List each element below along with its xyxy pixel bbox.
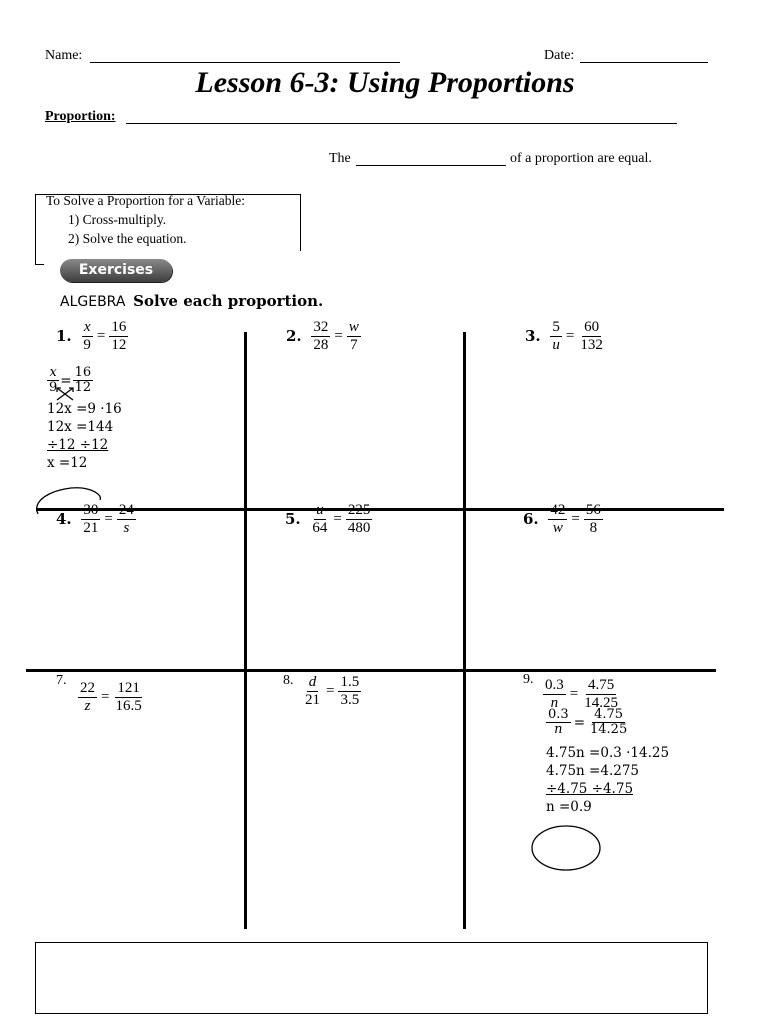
work1-line4: x =12 bbox=[47, 455, 88, 471]
work9-line3: ÷4.75 ÷4.75 bbox=[546, 781, 634, 797]
date-blank[interactable] bbox=[580, 62, 708, 63]
problem-1: 1. $\frac{x}{9}$ = $\frac{16}{12}$ bbox=[56, 319, 127, 353]
answer-circle-1 bbox=[30, 484, 106, 524]
proportion-label: Proportion: bbox=[45, 109, 116, 124]
proportion-blank[interactable] bbox=[126, 123, 677, 124]
step-1: 1) Cross-multiply. bbox=[68, 212, 167, 227]
problem-3: 3. $\frac{5}{u}$ = $\frac{60}{132}$ bbox=[525, 319, 603, 353]
steps-box-corner bbox=[35, 250, 44, 265]
problem-8: $\frac{d}{21}$ = $\frac{1.5}{3.5}$ bbox=[305, 674, 360, 708]
notes-box[interactable] bbox=[35, 942, 708, 1014]
instructions bbox=[60, 292, 323, 311]
grid-horizontal-2 bbox=[26, 669, 716, 672]
worked-example-9: $\frac{0.3}{n}$ = $\frac{4.75}{14.25}$ 4.75n =0.3 ·14.25 4.75n =4.275 ÷4.75 ÷4.75 n =0.9 bbox=[546, 707, 670, 815]
problem-6: 6. $\frac{42}{w}$ = $\frac{56}{8}$ bbox=[523, 502, 601, 536]
instructions-subject: ALGEBRA bbox=[60, 294, 126, 310]
exercises-badge: Exercises bbox=[60, 259, 172, 282]
grid-vertical-1 bbox=[244, 332, 247, 929]
grid-horizontal-1 bbox=[36, 508, 724, 511]
problem-9-number: 9. bbox=[523, 672, 534, 687]
page-title: Lesson 6-3: Using Proportions bbox=[195, 66, 575, 99]
problem-9: $\frac{0.3}{n}$ = $\frac{4.75}{14.25}$ bbox=[545, 677, 618, 711]
name-label: Name: bbox=[45, 48, 83, 63]
problem-5: 5. $\frac{u}{64}$ = $\frac{225}{480}$ bbox=[285, 502, 371, 536]
problem-4: 4. $\frac{30}{21}$ = $\frac{24}{s}$ bbox=[56, 502, 134, 536]
instructions-text: Solve each proportion. bbox=[133, 292, 324, 310]
sentence-end: of a proportion are equal. bbox=[510, 151, 652, 166]
work9-line1: 4.75n =0.3 ·14.25 bbox=[546, 745, 670, 761]
problem-2: 2. $\frac{32}{28}$ = $\frac{w}{7}$ bbox=[286, 319, 359, 353]
name-blank[interactable] bbox=[90, 62, 400, 63]
grid-vertical-2 bbox=[463, 332, 466, 929]
step-2: 2) Solve the equation. bbox=[68, 231, 187, 246]
work1-line3: ÷12 ÷12 bbox=[47, 437, 109, 453]
steps-box bbox=[35, 194, 301, 251]
problem-8-number: 8. bbox=[283, 673, 294, 688]
sentence-blank[interactable] bbox=[356, 165, 506, 166]
answer-circle-9 bbox=[530, 824, 604, 874]
work9-line4: n =0.9 bbox=[546, 799, 592, 815]
work1-line1: 12x =9 ·16 bbox=[47, 401, 122, 417]
worked-example-1: $\frac{x}{9}$ = $\frac{16}{12}$ 12x =9 ·16 12x =144 ÷12 ÷12 x =12 bbox=[47, 365, 122, 471]
work1-line2: 12x =144 bbox=[47, 419, 114, 435]
problem-7-number: 7. bbox=[56, 673, 67, 688]
cross-multiply-arrows bbox=[55, 386, 75, 402]
date-label: Date: bbox=[544, 48, 575, 63]
problem-7: $\frac{22}{z}$ = $\frac{121}{16.5}$ bbox=[80, 680, 142, 714]
sentence-start: The bbox=[329, 151, 351, 166]
work9-line2: 4.75n =4.275 bbox=[546, 763, 640, 779]
steps-title: To Solve a Proportion for a Variable: bbox=[46, 193, 246, 208]
